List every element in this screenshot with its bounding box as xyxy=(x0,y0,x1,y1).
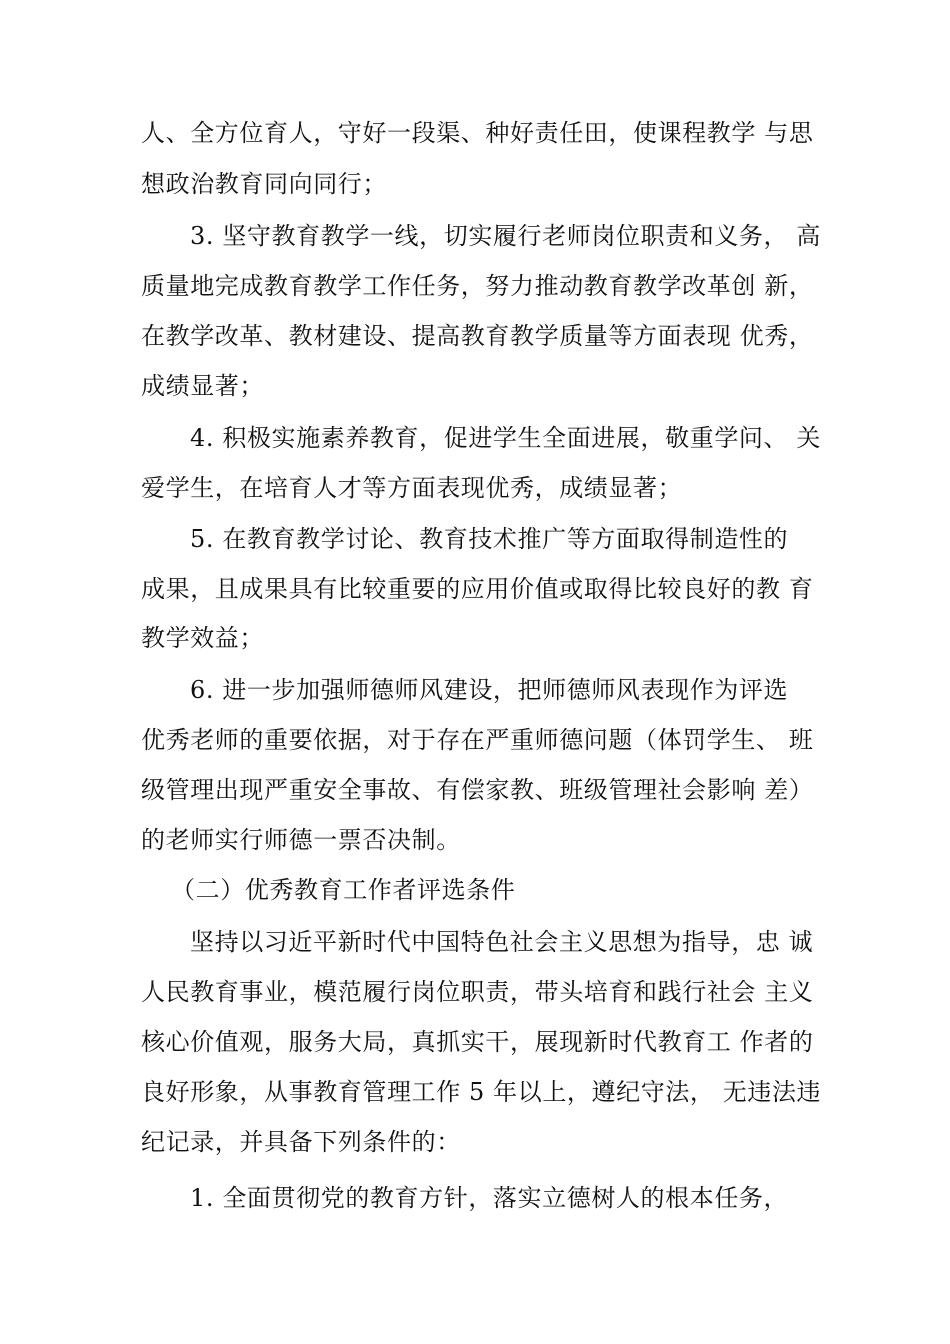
text-line: 成果，且成果具有比较重要的应用价值或取得比较良好的教 育 xyxy=(141,575,814,603)
text-line: 人民教育事业，模范履行岗位职责，带头培育和践行社会 主义 xyxy=(141,978,814,1006)
list-item-6: 6. 进一步加强师德师风建设，把师德师风表现作为评选 xyxy=(190,676,789,704)
text-line: 级管理出现严重安全事故、有偿家教、班级管理社会影响 差） xyxy=(141,776,814,804)
text-line: 爱学生，在培育人才等方面表现优秀，成绩显著； xyxy=(141,474,683,502)
text-line: 在教学改革、教材建设、提高教育教学质量等方面表现 优秀， xyxy=(141,322,814,350)
text-line: 纪记录，并具备下列条件的： xyxy=(141,1128,461,1156)
text-line: 核心价值观，服务大局，真抓实干，展现新时代教育工 作者的 xyxy=(141,1028,814,1056)
text-line: 教学效益； xyxy=(141,624,264,652)
paragraph-start: 坚持以习近平新时代中国特色社会主义思想为指导，忠 诚 xyxy=(190,928,814,956)
list-item-1: 1. 全面贯彻党的教育方针，落实立德树人的根本任务， xyxy=(190,1184,789,1212)
text-line: 优秀老师的重要依据，对于存在严重师德问题（体罚学生、 班 xyxy=(141,726,814,754)
text-line: 质量地完成教育教学工作任务，努力推动教育教学改革创 新， xyxy=(141,272,814,300)
list-item-4: 4. 积极实施素养教育，促进学生全面进展，敬重学问、 关 xyxy=(190,424,821,452)
text-line: 良好形象，从事教育管理工作 5 年以上，遵纪守法， 无违法违 xyxy=(141,1078,822,1106)
text-line: 成绩显著； xyxy=(141,372,264,400)
list-item-5: 5. 在教育教学讨论、教育技术推广等方面取得制造性的 xyxy=(190,525,789,553)
section-heading: （二）优秀教育工作者评选条件 xyxy=(171,876,516,904)
list-item-3: 3. 坚守教育教学一线，切实履行老师岗位职责和义务， 高 xyxy=(190,222,821,250)
text-line: 的老师实行师德一票否决制。 xyxy=(141,826,461,854)
text-line: 想政治教育同向同行； xyxy=(141,170,387,198)
text-line: 人、全方位育人，守好一段渠、种好责任田，使课程教学 与思 xyxy=(141,119,814,147)
